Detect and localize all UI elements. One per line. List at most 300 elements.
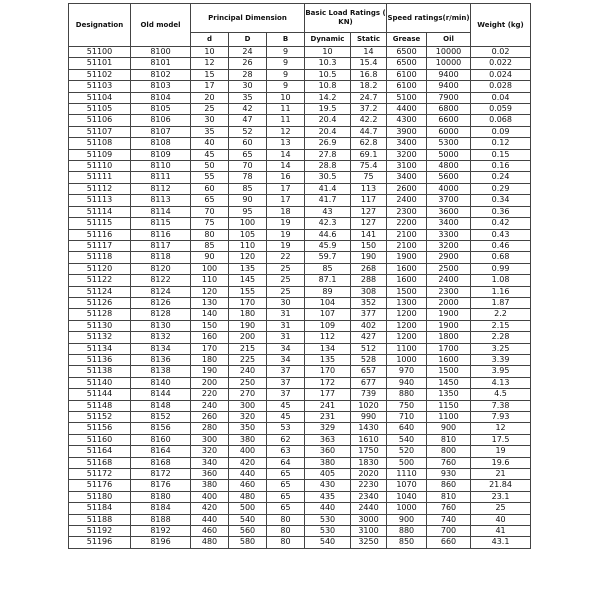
weight-cell: 0.028 [471,81,531,92]
d-cell: 360 [191,469,229,480]
weight-cell: 40 [471,514,531,525]
dynamic-cell: 10 [305,47,351,58]
designation-cell: 51103 [69,81,131,92]
old-model-cell: 8134 [131,343,191,354]
d-cell: 220 [191,389,229,400]
old-model-cell: 8156 [131,423,191,434]
oil-cell: 1350 [427,389,471,400]
outer-d-cell: 65 [229,149,267,160]
b-cell: 13 [267,138,305,149]
grease-cell: 6500 [387,58,427,69]
dynamic-cell: 26.9 [305,138,351,149]
table-row [69,104,531,115]
bearing-spec-table-container [68,3,530,549]
designation-cell: 51117 [69,240,131,251]
dynamic-cell: 530 [305,526,351,537]
table-row [69,412,531,423]
designation-cell: 51152 [69,412,131,423]
weight-cell: 7.38 [471,400,531,411]
static-cell: 427 [351,332,387,343]
weight-cell: 0.29 [471,183,531,194]
weight-cell: 2.28 [471,332,531,343]
static-cell: 16.8 [351,69,387,80]
grease-cell: 2300 [387,206,427,217]
d-cell: 30 [191,115,229,126]
table-row [69,183,531,194]
outer-d-cell: 30 [229,81,267,92]
old-model-cell: 8109 [131,149,191,160]
dynamic-cell: 107 [305,309,351,320]
static-cell: 402 [351,320,387,331]
header-d-inner: d [191,33,229,47]
grease-cell: 6100 [387,81,427,92]
b-cell: 80 [267,526,305,537]
dynamic-cell: 85 [305,263,351,274]
designation-cell: 51156 [69,423,131,434]
table-row [69,457,531,468]
d-cell: 45 [191,149,229,160]
old-model-cell: 8188 [131,514,191,525]
dynamic-cell: 43 [305,206,351,217]
outer-d-cell: 200 [229,332,267,343]
old-model-cell: 8115 [131,218,191,229]
table-row [69,332,531,343]
old-model-cell: 8114 [131,206,191,217]
d-cell: 12 [191,58,229,69]
static-cell: 3250 [351,537,387,548]
oil-cell: 2400 [427,275,471,286]
d-cell: 420 [191,503,229,514]
static-cell: 377 [351,309,387,320]
b-cell: 25 [267,286,305,297]
outer-d-cell: 215 [229,343,267,354]
old-model-cell: 8176 [131,480,191,491]
grease-cell: 880 [387,389,427,400]
old-model-cell: 8101 [131,58,191,69]
dynamic-cell: 10.8 [305,81,351,92]
old-model-cell: 8160 [131,434,191,445]
table-row [69,149,531,160]
designation-cell: 51136 [69,354,131,365]
dynamic-cell: 329 [305,423,351,434]
d-cell: 440 [191,514,229,525]
weight-cell: 23.1 [471,491,531,502]
b-cell: 11 [267,104,305,115]
outer-d-cell: 145 [229,275,267,286]
table-row [69,343,531,354]
outer-d-cell: 270 [229,389,267,400]
static-cell: 2340 [351,491,387,502]
outer-d-cell: 240 [229,366,267,377]
designation-cell: 51115 [69,218,131,229]
grease-cell: 900 [387,514,427,525]
static-cell: 1750 [351,446,387,457]
oil-cell: 1150 [427,400,471,411]
grease-cell: 4300 [387,115,427,126]
old-model-cell: 8152 [131,412,191,423]
grease-cell: 1000 [387,354,427,365]
grease-cell: 1000 [387,503,427,514]
table-row [69,423,531,434]
table-row [69,480,531,491]
static-cell: 42.2 [351,115,387,126]
table-row [69,514,531,525]
table-row [69,81,531,92]
d-cell: 40 [191,138,229,149]
designation-cell: 51128 [69,309,131,320]
table-row [69,309,531,320]
dynamic-cell: 30.5 [305,172,351,183]
static-cell: 15.4 [351,58,387,69]
designation-cell: 51107 [69,126,131,137]
dynamic-cell: 14.2 [305,92,351,103]
table-row [69,366,531,377]
oil-cell: 3700 [427,195,471,206]
static-cell: 657 [351,366,387,377]
table-row [69,263,531,274]
oil-cell: 1900 [427,320,471,331]
weight-cell: 21 [471,469,531,480]
dynamic-cell: 405 [305,469,351,480]
old-model-cell: 8102 [131,69,191,80]
dynamic-cell: 430 [305,480,351,491]
weight-cell: 2.2 [471,309,531,320]
b-cell: 80 [267,537,305,548]
static-cell: 677 [351,377,387,388]
d-cell: 50 [191,161,229,172]
d-cell: 300 [191,434,229,445]
oil-cell: 4000 [427,183,471,194]
old-model-cell: 8104 [131,92,191,103]
b-cell: 34 [267,343,305,354]
static-cell: 512 [351,343,387,354]
grease-cell: 2200 [387,218,427,229]
designation-cell: 51138 [69,366,131,377]
outer-d-cell: 105 [229,229,267,240]
old-model-cell: 8105 [131,104,191,115]
dynamic-cell: 41.7 [305,195,351,206]
table-row [69,47,531,58]
weight-cell: 25 [471,503,531,514]
static-cell: 44.7 [351,126,387,137]
b-cell: 45 [267,400,305,411]
grease-cell: 1200 [387,309,427,320]
outer-d-cell: 24 [229,47,267,58]
weight-cell: 0.024 [471,69,531,80]
designation-cell: 51118 [69,252,131,263]
static-cell: 141 [351,229,387,240]
grease-cell: 1110 [387,469,427,480]
grease-cell: 3900 [387,126,427,137]
designation-cell: 51109 [69,149,131,160]
b-cell: 63 [267,446,305,457]
oil-cell: 10000 [427,58,471,69]
grease-cell: 500 [387,457,427,468]
b-cell: 65 [267,503,305,514]
d-cell: 100 [191,263,229,274]
b-cell: 30 [267,297,305,308]
b-cell: 11 [267,115,305,126]
grease-cell: 940 [387,377,427,388]
b-cell: 17 [267,195,305,206]
table-row [69,218,531,229]
table-row [69,275,531,286]
grease-cell: 6500 [387,47,427,58]
designation-cell: 51188 [69,514,131,525]
table-row [69,491,531,502]
b-cell: 9 [267,81,305,92]
oil-cell: 1450 [427,377,471,388]
outer-d-cell: 47 [229,115,267,126]
weight-cell: 0.68 [471,252,531,263]
b-cell: 19 [267,229,305,240]
static-cell: 268 [351,263,387,274]
static-cell: 1020 [351,400,387,411]
d-cell: 340 [191,457,229,468]
static-cell: 18.2 [351,81,387,92]
b-cell: 9 [267,69,305,80]
dynamic-cell: 10.5 [305,69,351,80]
dynamic-cell: 530 [305,514,351,525]
grease-cell: 1600 [387,275,427,286]
header-grease: Grease [387,33,427,47]
outer-d-cell: 540 [229,514,267,525]
grease-cell: 520 [387,446,427,457]
d-cell: 55 [191,172,229,183]
dynamic-cell: 172 [305,377,351,388]
b-cell: 12 [267,126,305,137]
weight-cell: 3.39 [471,354,531,365]
grease-cell: 540 [387,434,427,445]
designation-cell: 51101 [69,58,131,69]
d-cell: 380 [191,480,229,491]
d-cell: 110 [191,275,229,286]
designation-cell: 51134 [69,343,131,354]
b-cell: 37 [267,389,305,400]
table-row [69,92,531,103]
static-cell: 1430 [351,423,387,434]
dynamic-cell: 87.1 [305,275,351,286]
outer-d-cell: 100 [229,218,267,229]
grease-cell: 4400 [387,104,427,115]
old-model-cell: 8196 [131,537,191,548]
outer-d-cell: 560 [229,526,267,537]
grease-cell: 2400 [387,195,427,206]
old-model-cell: 8168 [131,457,191,468]
static-cell: 2230 [351,480,387,491]
b-cell: 16 [267,172,305,183]
table-row [69,537,531,548]
table-row [69,354,531,365]
b-cell: 19 [267,240,305,251]
outer-d-cell: 60 [229,138,267,149]
outer-d-cell: 190 [229,320,267,331]
weight-cell: 0.24 [471,172,531,183]
table-row [69,297,531,308]
outer-d-cell: 420 [229,457,267,468]
oil-cell: 6800 [427,104,471,115]
table-row [69,286,531,297]
oil-cell: 810 [427,434,471,445]
designation-cell: 51160 [69,434,131,445]
outer-d-cell: 70 [229,161,267,172]
outer-d-cell: 500 [229,503,267,514]
old-model-cell: 8117 [131,240,191,251]
dynamic-cell: 360 [305,446,351,457]
old-model-cell: 8140 [131,377,191,388]
old-model-cell: 8180 [131,491,191,502]
b-cell: 25 [267,275,305,286]
d-cell: 20 [191,92,229,103]
old-model-cell: 8113 [131,195,191,206]
table-body [69,47,531,549]
oil-cell: 760 [427,457,471,468]
dynamic-cell: 44.6 [305,229,351,240]
designation-cell: 51124 [69,286,131,297]
table-row [69,503,531,514]
outer-d-cell: 110 [229,240,267,251]
grease-cell: 3100 [387,161,427,172]
oil-cell: 900 [427,423,471,434]
dynamic-cell: 109 [305,320,351,331]
outer-d-cell: 250 [229,377,267,388]
grease-cell: 2100 [387,240,427,251]
static-cell: 288 [351,275,387,286]
old-model-cell: 8132 [131,332,191,343]
weight-cell: 0.02 [471,47,531,58]
d-cell: 260 [191,412,229,423]
old-model-cell: 8118 [131,252,191,263]
oil-cell: 3600 [427,206,471,217]
b-cell: 65 [267,491,305,502]
dynamic-cell: 104 [305,297,351,308]
oil-cell: 5000 [427,149,471,160]
oil-cell: 1900 [427,309,471,320]
b-cell: 14 [267,149,305,160]
oil-cell: 10000 [427,47,471,58]
designation-cell: 51122 [69,275,131,286]
outer-d-cell: 52 [229,126,267,137]
oil-cell: 800 [427,446,471,457]
grease-cell: 750 [387,400,427,411]
weight-cell: 2.15 [471,320,531,331]
grease-cell: 1500 [387,286,427,297]
dynamic-cell: 20.4 [305,115,351,126]
b-cell: 34 [267,354,305,365]
weight-cell: 0.15 [471,149,531,160]
table-row [69,389,531,400]
d-cell: 170 [191,343,229,354]
table-row [69,252,531,263]
designation-cell: 51140 [69,377,131,388]
weight-cell: 3.25 [471,343,531,354]
weight-cell: 17.5 [471,434,531,445]
table-row [69,115,531,126]
weight-cell: 0.34 [471,195,531,206]
static-cell: 127 [351,206,387,217]
oil-cell: 700 [427,526,471,537]
grease-cell: 970 [387,366,427,377]
dynamic-cell: 27.8 [305,149,351,160]
oil-cell: 9400 [427,81,471,92]
weight-cell: 4.13 [471,377,531,388]
outer-d-cell: 78 [229,172,267,183]
static-cell: 62.8 [351,138,387,149]
grease-cell: 1040 [387,491,427,502]
grease-cell: 1200 [387,332,427,343]
dynamic-cell: 170 [305,366,351,377]
d-cell: 75 [191,218,229,229]
oil-cell: 930 [427,469,471,480]
oil-cell: 2000 [427,297,471,308]
b-cell: 14 [267,161,305,172]
b-cell: 62 [267,434,305,445]
static-cell: 69.1 [351,149,387,160]
old-model-cell: 8112 [131,183,191,194]
d-cell: 320 [191,446,229,457]
outer-d-cell: 90 [229,195,267,206]
d-cell: 400 [191,491,229,502]
header-dynamic: Dynamic [305,33,351,47]
grease-cell: 3400 [387,138,427,149]
dynamic-cell: 112 [305,332,351,343]
table-row [69,434,531,445]
outer-d-cell: 580 [229,537,267,548]
table-row [69,58,531,69]
designation-cell: 51105 [69,104,131,115]
oil-cell: 740 [427,514,471,525]
d-cell: 17 [191,81,229,92]
static-cell: 990 [351,412,387,423]
grease-cell: 1900 [387,252,427,263]
grease-cell: 850 [387,537,427,548]
outer-d-cell: 28 [229,69,267,80]
old-model-cell: 8184 [131,503,191,514]
oil-cell: 1700 [427,343,471,354]
b-cell: 37 [267,377,305,388]
designation-cell: 51104 [69,92,131,103]
d-cell: 60 [191,183,229,194]
dynamic-cell: 89 [305,286,351,297]
dynamic-cell: 435 [305,491,351,502]
old-model-cell: 8111 [131,172,191,183]
designation-cell: 51108 [69,138,131,149]
designation-cell: 51126 [69,297,131,308]
d-cell: 120 [191,286,229,297]
d-cell: 90 [191,252,229,263]
oil-cell: 9400 [427,69,471,80]
dynamic-cell: 42.3 [305,218,351,229]
designation-cell: 51102 [69,69,131,80]
b-cell: 17 [267,183,305,194]
d-cell: 15 [191,69,229,80]
outer-d-cell: 320 [229,412,267,423]
grease-cell: 2600 [387,183,427,194]
header-weight: Weight (kg) [471,4,531,47]
designation-cell: 51192 [69,526,131,537]
oil-cell: 1500 [427,366,471,377]
static-cell: 14 [351,47,387,58]
weight-cell: 43.1 [471,537,531,548]
static-cell: 3100 [351,526,387,537]
oil-cell: 5300 [427,138,471,149]
grease-cell: 640 [387,423,427,434]
oil-cell: 1600 [427,354,471,365]
grease-cell: 880 [387,526,427,537]
outer-d-cell: 300 [229,400,267,411]
d-cell: 180 [191,354,229,365]
static-cell: 150 [351,240,387,251]
